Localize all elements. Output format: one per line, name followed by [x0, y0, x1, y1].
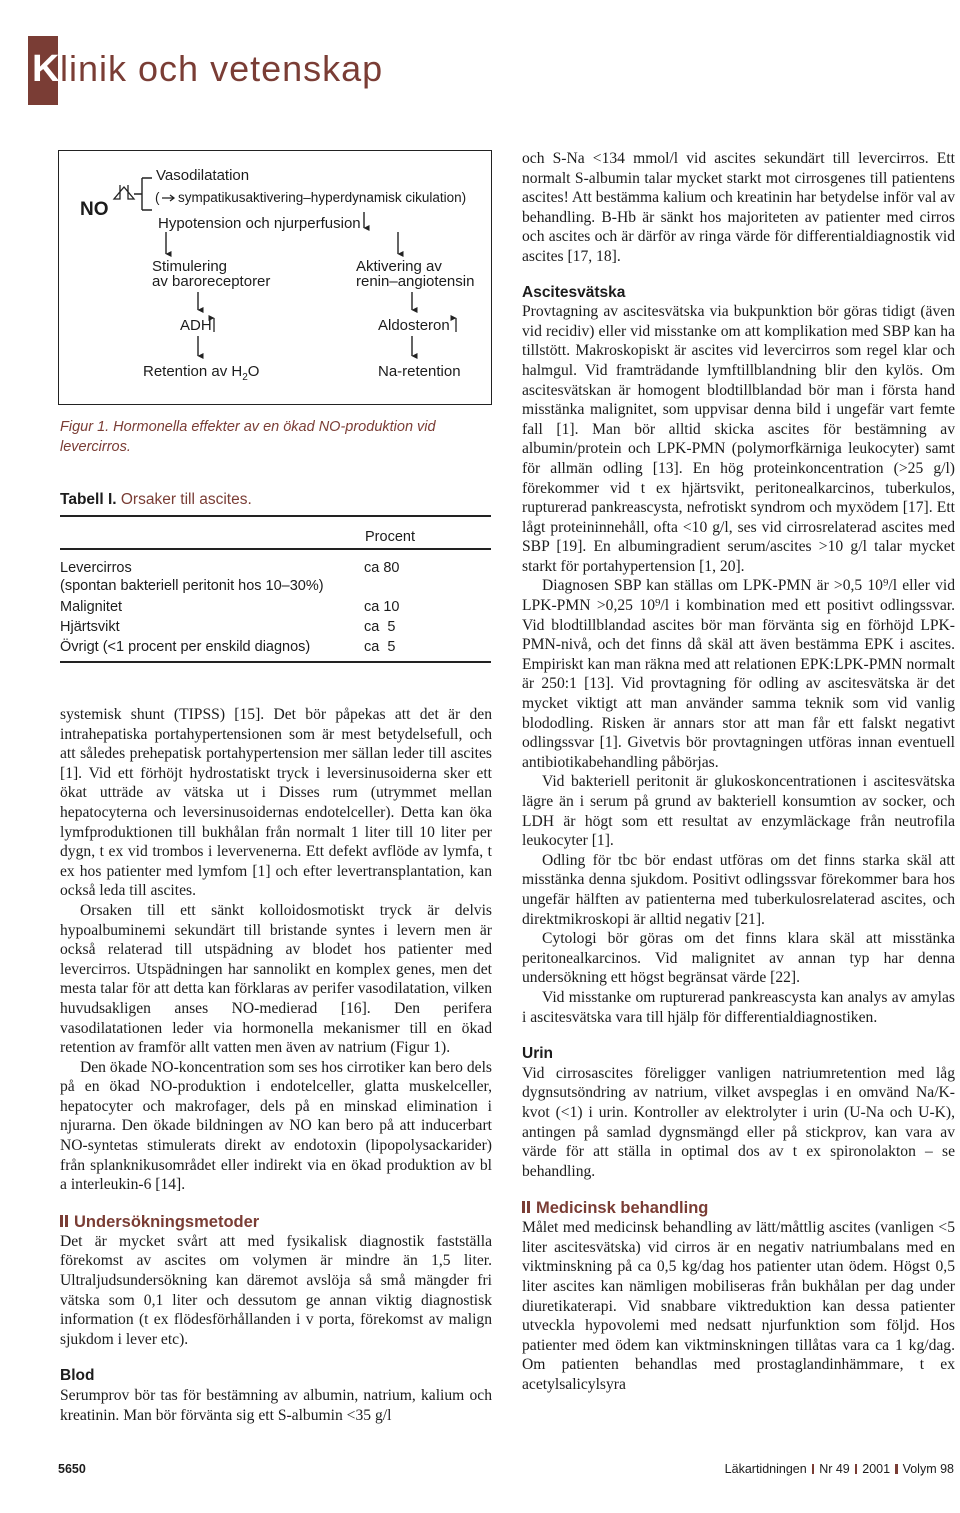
- paragraph: Det är mycket svårt att med fysikalisk diagnostik fastställa förekomst av ascites om volymen är mindre än 1,5 liter. Ultraljudsundersökning kan däremot avslöja så små mängder fri vätska som 0,1 liter och dessutom ge annan viktig diagnostisk information (t ex flödesförhållanden i v porta, förekomst av malign sjukdom i lever etc).: [60, 1232, 492, 1348]
- paragraph: Cytologi bör göras om det finns klara skäl att misstänka peritonealkarcinos. Vid malignitet av annan typ har denna undersökning ett högst begränsat värde [22].: [522, 930, 955, 987]
- paragraph: Diagnosen SBP kan ställas om LPK-PMN är >0,5 10⁹/l eller vid LPK-PMN >0,25 10⁹/l i kombination med ett positivt odlingssvar. Vid blodtillblandad ascites bör man förvänta sig en förhöjd LPK-PMN-nivå, och det finns då skäl att även bestämma EPK i ascites. Empiriskt kan man räkna med att relationen EPK:LPK-PMN normalt är 250:1 [13]. Vid provtagning för odling av ascitesvätska är det mycket viktigt att man använder samma teknik som vid vanlig blododling. Risken är annars stor att man får ett falskt negativt odlingssvar [1]. Givetvis bör provtagningen utföras innan eventuell antibiotikabehandling påbörjas.: [522, 577, 955, 771]
- renin-angiotensin-label: renin–angiotensin: [356, 273, 475, 290]
- table-header-rule: [60, 548, 491, 550]
- table-row-cause: Hjärtsvikt: [60, 619, 120, 635]
- baroreceptorer-label: av baroreceptorer: [152, 273, 271, 290]
- header-first-letter: K: [32, 48, 60, 90]
- stimulering-label: Stimulering: [152, 258, 228, 275]
- heading-undersokningsmetoder: Undersökningsmetoder: [60, 1212, 492, 1232]
- adh-label: ADH: [180, 317, 212, 334]
- table-row-cause: Malignitet: [60, 599, 123, 615]
- heading-urin: Urin: [522, 1045, 553, 1063]
- table-row-cause: (spontan bakteriell peritonit hos 10–30%): [60, 578, 324, 594]
- table-row-value: ca 10: [364, 599, 400, 615]
- heading-ascitesvatska: Ascitesvätska: [522, 283, 626, 301]
- paragraph: Den ökade NO-koncentration som ses hos cirrotiker kan bero dels på en ökad NO-produktion i endotelceller, glatta muskelceller, hepatocyter och makrofager, dels på en minskad elimination i njurarna. Den ökade bildningen av NO kan bero på att inducerbart NO-syntetas stimulerats direkt av endotoxin (lipopolysackarider) från splanknikusområdet eller indirekt via en ökad produktion av bl a interleukin-6 [14].: [60, 1058, 492, 1194]
- paragraph: Vid bakteriell peritonit är glukoskoncentrationen i ascitesvätska lägre än i serum på grund av bakteriell konsumtion av socker, och LDH är högt som ett resultat av enzymläckage från neutrofila leukocyter [1].: [522, 773, 955, 850]
- paragraph: Serumprov bör tas för bestämning av albumin, natrium, kalium och kreatinin. Man bör förvänta sig ett S-albumin <35 g/l: [60, 1387, 492, 1424]
- table-bottom-rule: [60, 661, 491, 663]
- table-row-value: ca 5: [364, 639, 396, 655]
- table-row-value: ca 5: [364, 619, 396, 635]
- paragraph: Odling för tbc bör endast utföras om det finns starka skäl att misstänka denna sjukdom. Positivt odlingssvar förekommer bara hos ungefär hälften av patienterna med tuberkulosrelaterad ascites, och direktmikroskopi är alltid negativ [21].: [522, 851, 955, 928]
- hypotension-label: Hypotension och njurperfusion: [158, 215, 361, 232]
- table-row-cause: Levercirros: [60, 560, 132, 576]
- increase-hollow-arrow-icon: [114, 185, 134, 199]
- paragraph: och S-Na <134 mmol/l vid ascites sekundärt till levercirros. Ett normalt S-albumin talar mycket starkt mot cirrosgenes till patientens ascites! Att bestämma kalium och kreatinin har betydelse inför val av behandling. B-Hb är sänkt hos majoriteten av patienter med cirros och ascites och är därför av ringa värde för differentialdiagnostik vid ascites [17, 18].: [522, 150, 955, 265]
- figure-caption: Figur 1. Hormonella effekter av en ökad NO-produktion vid levercirros.: [60, 419, 436, 455]
- right-text-column: [522, 149, 955, 1395]
- heading-medicinsk-behandling: Medicinsk behandling: [522, 1198, 955, 1218]
- vasodilatation-label: Vasodilatation: [156, 167, 250, 184]
- paren-open: (: [155, 190, 160, 205]
- table-row-value: ca 80: [364, 560, 400, 576]
- paragraph: Målet med medicinsk behandling av lätt/måttlig ascites (vanligen <5 liter ascitesvätska) vid cirros är en negativ natriumbalans med en viktminskning på ca 0,5 kg/dag hos patienter utan ödem. Högst 0,5 liter ascites kan nämligen mobiliseras från bukhålan per dag under diuretikaterapi. Vid snabbare viktreduktion kan dessa patienter utveckla hypovolemi med nedsatt njurfunktion som följd. Hos patienter med ödem kan viktminskningen tillåtas vara ca 1 kg/dag. Om patienten behandlas med prostaglandinhämmare, t ex acetylsalicylsyra: [522, 1219, 955, 1394]
- bracket-line: [134, 178, 152, 210]
- left-text-column: [60, 705, 492, 1425]
- table-row-cause: Övrigt (<1 procent per enskild diagnos): [60, 639, 311, 655]
- sympaticus-label: sympatikusaktivering–hyperdynamisk cikulation): [178, 190, 467, 205]
- journal-footer: Läkartidningen Nr 49 2001 Volym 98: [724, 1462, 954, 1476]
- section-header-title: linik och vetenskap: [60, 48, 384, 89]
- table-top-rule: [60, 515, 491, 517]
- water-retention-label: Retention av $H_2O$: [143, 363, 260, 383]
- paragraph: Vid misstanke om rupturerad pankreascysta kan analys av amylas i ascitesvätska vara till hjälp för differentialdiagnostiken.: [522, 988, 955, 1026]
- aldosteron-label: Aldosteron: [378, 317, 450, 334]
- paragraph: systemisk shunt (TIPSS) [15]. Det bör påpekas att det är den intrahepatiska portahypertensionen som är mest betydelsefull, och att således prehepatisk portahypertension mer sällan leder till ascites [1]. Vid ett förhöjt hydrostatiskt tryck i leversinusoiderna sker ett ökat utträde av vätska ut i Disses rum (utrymmet mellan hepatocyterna och leversinusoidernas endotelceller). Detta kan öka lymfproduktionen till bukhålan från normalt 1 liter till 10 liter per dygn, t ex vid trombos i levervenerna. Ett defekt avflöde av lymfa, t ex hos patienter med lymfom [1] och efter levertransplantation, kan också leda till ascites.: [60, 706, 492, 900]
- paragraph: Vid cirrosascites föreligger vanligen natriumretention med låg dygnsutsöndring av natrium, vilket avspeglas i en omvänd Na/K-kvot (<1) i urin. Kontroller av elektrolyter i urin (U-Na och U-K), antingen på samlad dygnsmängd eller på stickprov, kan vara av värde för att ställa in optimal dos av t ex spironolakton – se behandling.: [522, 1064, 955, 1180]
- na-retention-label: Na-retention: [378, 363, 461, 380]
- heading-blod: Blod: [60, 1367, 95, 1385]
- page-number: 5650: [58, 1462, 86, 1476]
- no-label: NO: [80, 199, 109, 220]
- paragraph: Orsaken till ett sänkt kolloidosmotiskt tryck är delvis hypoalbuminemi sekundärt till bristande syntes i levern men är också relaterad till utspädning av blodet hos patienter med levercirros. Utspädningen har sannolikt en komplex genes, men det mesta talar för att detta kan förklaras av perifer vasodilatation, vilken huvudsakligen anses NO-medierad [16]. Den perifera vasodilatationen leder via hormonella mekanismer till en ökad retention av framför allt vatten men även av natrium (Figur 1).: [60, 901, 492, 1057]
- paren-arrow-icon: [162, 195, 174, 201]
- table-header-procent: Procent: [365, 529, 415, 545]
- paragraph: Provtagning av ascitesvätska via bukpunktion bör göras tidigt (även vid recidiv) eller vid misstanke om att komplikation med SBP kan ha tillstött. Makroskopiskt är ascites vid levercirros som regel klar och halmgul. Vid framträdande lymftillblandning blir den kylös. Om ascitesvätskan är homogent blodtillblandad bör man i första hand misstänka malignitet, som uppvisar denna bild i ungefär vart femte fall [1]. Man bör alltid skicka ascites för bestämning av albumin/protein och LPK-PMN (polymorfkärniga leukocyter) samt för allmän odling [13]. En hög proteinkoncentration (>25 g/l) förekommer vid t ex hjärtsvikt, peritonealkarcinos, tuberkulos, rupturerad pankreascysta, nefrotiskt syndrom och myxödem [17]. Ett lågt proteininnehåll, ofta <10 g/l, ses vid cirrosrelaterad ascites med SBP [19]. En albumingradient serum/ascites >10 g/l talar mycket starkt för portahypertension [1, 20].: [522, 303, 955, 575]
- aktivering-label: Aktivering av: [356, 258, 442, 275]
- table-title: Tabell I. Orsaker till ascites.: [60, 491, 252, 508]
